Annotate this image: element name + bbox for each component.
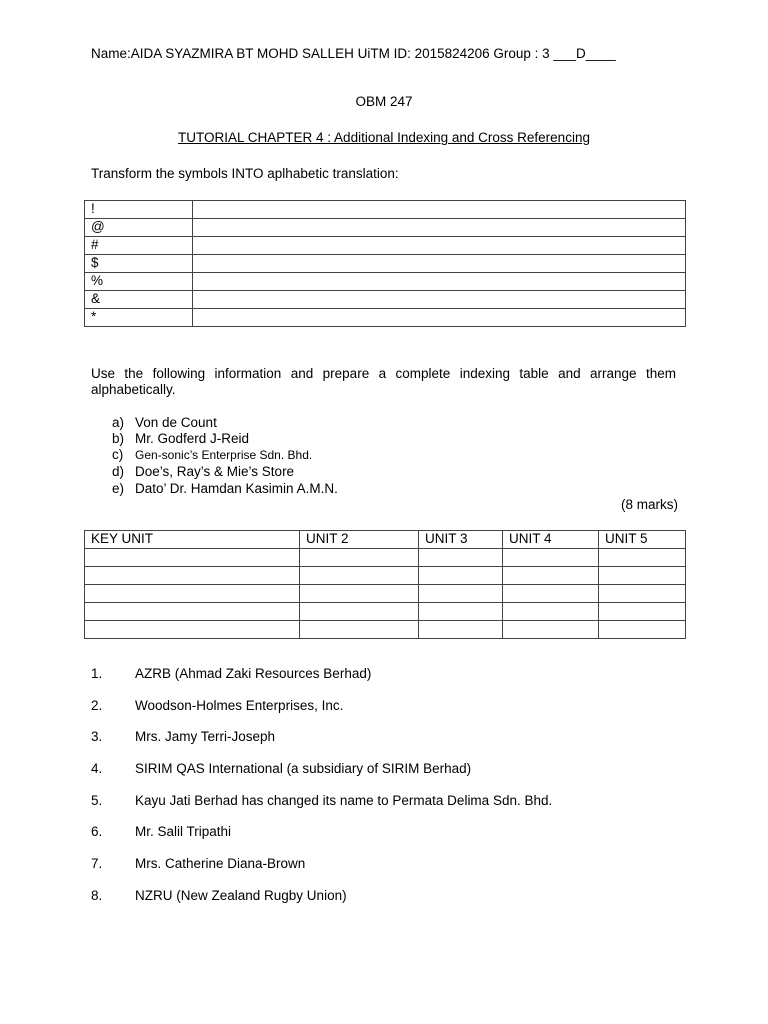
item-label: c)	[112, 447, 124, 462]
item-number: 3.	[91, 729, 103, 744]
symbol-row	[85, 201, 686, 219]
table-cell[interactable]	[85, 585, 300, 603]
list-item	[112, 447, 312, 463]
table-row	[85, 621, 686, 639]
item-label: d)	[112, 464, 125, 479]
table-row	[85, 549, 686, 567]
indexing-table	[84, 530, 686, 639]
item-number: 4.	[91, 761, 103, 776]
table-cell[interactable]	[503, 549, 599, 567]
item-text: Mr. Godferd J-Reid	[135, 431, 250, 446]
table-cell[interactable]	[419, 603, 503, 621]
item-text: Woodson-Holmes Enterprises, Inc.	[135, 698, 344, 713]
numbered-item	[91, 666, 371, 682]
item-text: Mr. Salil Tripathi	[135, 824, 232, 839]
header-unit-2: UNIT 2	[300, 531, 419, 549]
tutorial-title: TUTORIAL CHAPTER 4 : Additional Indexing and Cross Referencing	[178, 130, 590, 145]
table-cell[interactable]	[599, 603, 686, 621]
table-cell[interactable]	[599, 549, 686, 567]
table-cell[interactable]	[419, 621, 503, 639]
marks-label: (8 marks)	[621, 497, 678, 512]
table-cell[interactable]	[503, 603, 599, 621]
symbol-cell: &	[85, 291, 193, 309]
symbol-row	[85, 237, 686, 255]
course-code: OBM 247	[355, 94, 413, 109]
numbered-item	[91, 761, 471, 777]
list-item	[112, 415, 217, 431]
header-unit-5: UNIT 5	[599, 531, 686, 549]
translation-cell[interactable]	[193, 255, 686, 273]
symbol-cell: @	[85, 219, 193, 237]
item-text: Gen-sonic’s Enterprise Sdn. Bhd.	[135, 448, 313, 462]
item-text: Dato’ Dr. Hamdan Kasimin A.M.N.	[135, 481, 338, 496]
translation-cell[interactable]	[193, 219, 686, 237]
table-cell[interactable]	[300, 549, 419, 567]
table-row	[85, 585, 686, 603]
item-text: AZRB (Ahmad Zaki Resources Berhad)	[135, 666, 372, 681]
numbered-item	[91, 729, 275, 745]
item-number: 2.	[91, 698, 103, 713]
numbered-item	[91, 824, 231, 840]
numbered-item	[91, 856, 305, 872]
symbol-cell: *	[85, 309, 193, 327]
table-cell[interactable]	[85, 549, 300, 567]
item-label: e)	[112, 481, 125, 496]
symbol-row	[85, 219, 686, 237]
table-cell[interactable]	[503, 621, 599, 639]
table-cell[interactable]	[300, 567, 419, 585]
table-cell[interactable]	[503, 585, 599, 603]
item-text: SIRIM QAS International (a subsidiary of SIRIM Berhad)	[135, 761, 472, 776]
table-cell[interactable]	[599, 621, 686, 639]
item-number: 5.	[91, 793, 103, 808]
table-cell[interactable]	[85, 567, 300, 585]
item-text: Von de Count	[135, 415, 217, 430]
symbol-row	[85, 291, 686, 309]
translation-cell[interactable]	[193, 273, 686, 291]
indexing-instruction: Use the following information and prepare a complete indexing table and arrange them alphabetically.	[91, 366, 676, 397]
table-cell[interactable]	[503, 567, 599, 585]
translation-cell[interactable]	[193, 291, 686, 309]
header-unit-4: UNIT 4	[503, 531, 599, 549]
numbered-item	[91, 888, 347, 904]
table-cell[interactable]	[300, 603, 419, 621]
item-text: NZRU (New Zealand Rugby Union)	[135, 888, 347, 903]
item-text: Kayu Jati Berhad has changed its name to Permata Delima Sdn. Bhd.	[135, 793, 553, 808]
header-unit-3: UNIT 3	[419, 531, 503, 549]
item-text: Mrs. Catherine Diana-Brown	[135, 856, 306, 871]
symbol-instruction: Transform the symbols INTO aplhabetic translation:	[91, 166, 399, 181]
item-number: 6.	[91, 824, 103, 839]
list-item	[112, 481, 338, 497]
symbol-row	[85, 273, 686, 291]
table-cell[interactable]	[419, 549, 503, 567]
header-key-unit: KEY UNIT	[85, 531, 300, 549]
symbol-cell: %	[85, 273, 193, 291]
table-cell[interactable]	[419, 585, 503, 603]
symbol-cell: #	[85, 237, 193, 255]
table-cell[interactable]	[599, 567, 686, 585]
translation-cell[interactable]	[193, 201, 686, 219]
symbol-row	[85, 255, 686, 273]
symbol-table	[84, 200, 686, 327]
table-cell[interactable]	[300, 585, 419, 603]
student-info-line: Name:AIDA SYAZMIRA BT MOHD SALLEH UiTM ID: 2015824206 Group : 3 ___D____	[91, 46, 616, 61]
translation-cell[interactable]	[193, 309, 686, 327]
item-number: 8.	[91, 888, 103, 903]
translation-cell[interactable]	[193, 237, 686, 255]
table-cell[interactable]	[85, 621, 300, 639]
list-item	[112, 431, 249, 447]
symbol-cell: $	[85, 255, 193, 273]
list-item	[112, 464, 294, 480]
numbered-item	[91, 793, 552, 809]
symbol-row	[85, 309, 686, 327]
item-label: b)	[112, 431, 125, 446]
table-cell[interactable]	[419, 567, 503, 585]
item-text: Doe’s, Ray’s & Mie’s Store	[135, 464, 295, 479]
item-text: Mrs. Jamy Terri-Joseph	[135, 729, 276, 744]
table-cell[interactable]	[599, 585, 686, 603]
symbol-cell: !	[85, 201, 193, 219]
item-number: 1.	[91, 666, 103, 681]
table-cell[interactable]	[300, 621, 419, 639]
table-row	[85, 603, 686, 621]
table-row	[85, 567, 686, 585]
table-header-row	[85, 531, 686, 549]
numbered-item	[91, 698, 343, 714]
item-number: 7.	[91, 856, 103, 871]
table-cell[interactable]	[85, 603, 300, 621]
item-label: a)	[112, 415, 125, 430]
